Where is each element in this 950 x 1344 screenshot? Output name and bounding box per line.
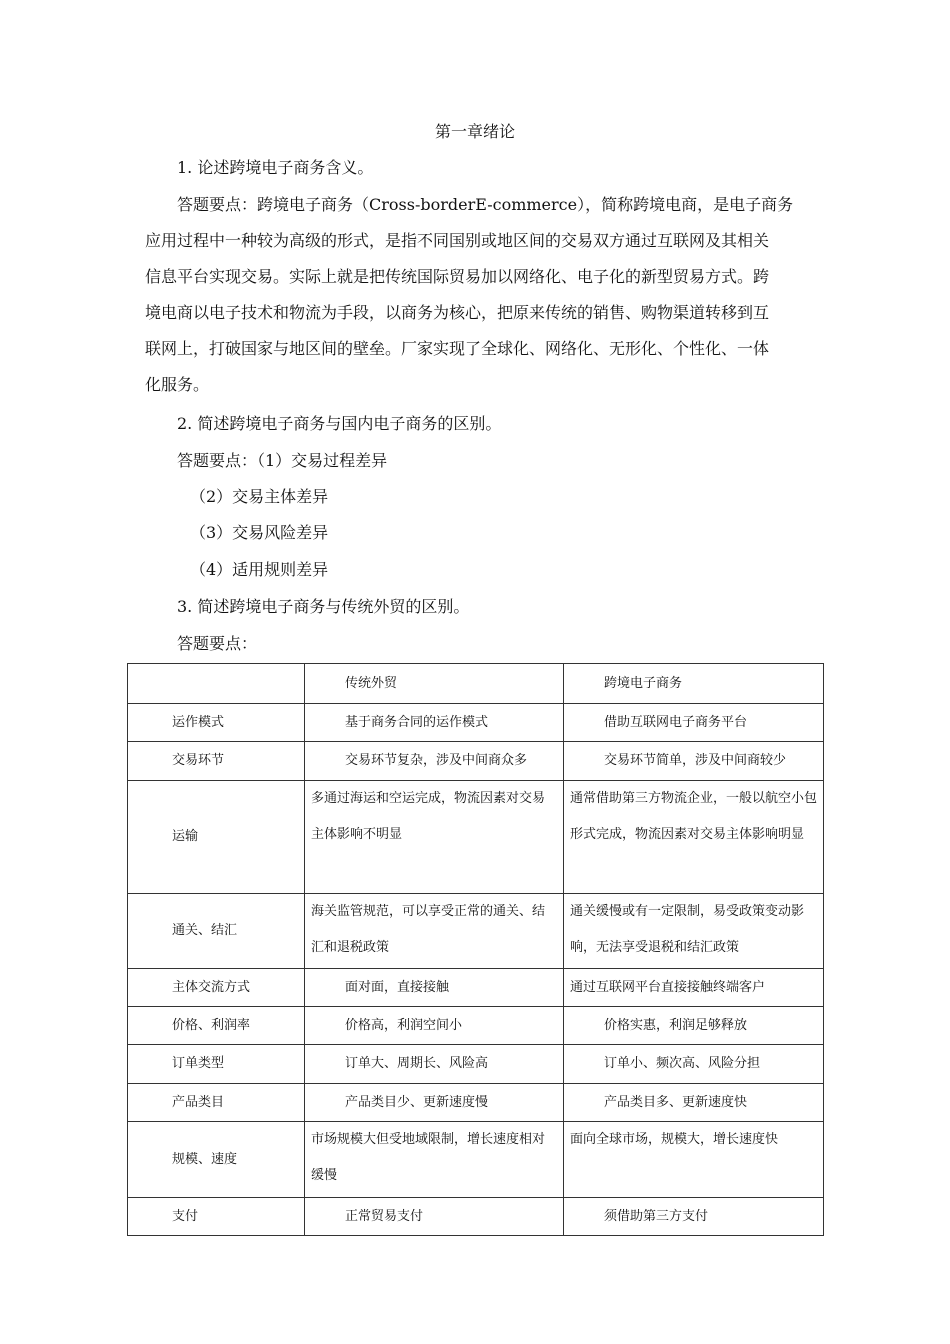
table-cell: 正常贸易支付 bbox=[305, 1198, 564, 1236]
answer-2-intro: 答题要点：（1）交易过程差异 bbox=[177, 451, 388, 470]
answer-1-line: 联网上，打破国家与地区间的壁垒。厂家实现了全球化、网络化、无形化、个性化、一体 bbox=[145, 339, 770, 358]
table-cell: 通过互联网平台直接接触终端客户 bbox=[564, 969, 824, 1007]
table-row bbox=[128, 1198, 824, 1236]
table-cell: 多通过海运和空运完成，物流因素对交易主体影响不明显 bbox=[305, 781, 564, 894]
comparison-table bbox=[127, 663, 824, 1236]
answer-2-point: （4）适用规则差异 bbox=[190, 560, 329, 579]
table-row bbox=[128, 1122, 824, 1198]
table-header-cell bbox=[128, 664, 305, 704]
question-2: 2. 简述跨境电子商务与国内电子商务的区别。 bbox=[177, 414, 502, 433]
table-cell: 通关、结汇 bbox=[128, 894, 305, 969]
table-cell: 运作模式 bbox=[128, 704, 305, 742]
table-cell: 价格高，利润空间小 bbox=[305, 1007, 564, 1045]
table-cell: 交易环节简单，涉及中间商较少 bbox=[564, 742, 824, 781]
table-row bbox=[128, 1045, 824, 1084]
answer-3-intro: 答题要点： bbox=[177, 634, 258, 653]
table-header-row bbox=[128, 664, 824, 704]
table-row bbox=[128, 1084, 824, 1122]
table-row bbox=[128, 704, 824, 742]
table-cell: 支付 bbox=[128, 1198, 305, 1236]
table-cell: 市场规模大但受地域限制，增长速度相对缓慢 bbox=[305, 1122, 564, 1198]
table-row bbox=[128, 969, 824, 1007]
answer-1-line: 化服务。 bbox=[145, 375, 210, 394]
table-cell: 订单大、周期长、风险高 bbox=[305, 1045, 564, 1084]
question-3: 3. 简述跨境电子商务与传统外贸的区别。 bbox=[177, 597, 470, 616]
table-header-cell: 传统外贸 bbox=[305, 664, 564, 704]
answer-2-point: （3）交易风险差异 bbox=[190, 523, 329, 542]
table-cell: 主体交流方式 bbox=[128, 969, 305, 1007]
table-cell: 面向全球市场，规模大，增长速度快 bbox=[564, 1122, 824, 1198]
table-cell: 规模、速度 bbox=[128, 1122, 305, 1198]
table-cell: 产品类目多、更新速度快 bbox=[564, 1084, 824, 1122]
table-cell: 订单小、频次高、风险分担 bbox=[564, 1045, 824, 1084]
table-cell: 运输 bbox=[128, 781, 305, 894]
answer-2-point: （2）交易主体差异 bbox=[190, 487, 329, 506]
answer-1-line: 信息平台实现交易。实际上就是把传统国际贸易加以网络化、电子化的新型贸易方式。跨 bbox=[145, 267, 770, 286]
table-header-cell: 跨境电子商务 bbox=[564, 664, 824, 704]
table-row bbox=[128, 1007, 824, 1045]
table-row bbox=[128, 742, 824, 781]
table-cell: 借助互联网电子商务平台 bbox=[564, 704, 824, 742]
table-cell: 产品类目少、更新速度慢 bbox=[305, 1084, 564, 1122]
table-cell: 订单类型 bbox=[128, 1045, 305, 1084]
table-row bbox=[128, 781, 824, 894]
question-1: 1. 论述跨境电子商务含义。 bbox=[177, 158, 374, 177]
table-cell: 交易环节 bbox=[128, 742, 305, 781]
table-cell: 须借助第三方支付 bbox=[564, 1198, 824, 1236]
table-cell: 价格实惠，利润足够释放 bbox=[564, 1007, 824, 1045]
answer-1-line: 境电商以电子技术和物流为手段，以商务为核心，把原来传统的销售、购物渠道转移到互 bbox=[145, 303, 770, 322]
table-cell: 产品类目 bbox=[128, 1084, 305, 1122]
table-cell: 海关监管规范，可以享受正常的通关、结汇和退税政策 bbox=[305, 894, 564, 969]
chapter-title: 第一章绪论 bbox=[434, 122, 515, 141]
table-cell: 面对面，直接接触 bbox=[305, 969, 564, 1007]
table-row bbox=[128, 894, 824, 969]
table-cell: 交易环节复杂，涉及中间商众多 bbox=[305, 742, 564, 781]
table-cell: 通关缓慢或有一定限制，易受政策变动影响，无法享受退税和结汇政策 bbox=[564, 894, 824, 969]
table-cell: 基于商务合同的运作模式 bbox=[305, 704, 564, 742]
answer-1-line: 答题要点：跨境电子商务（Cross-borderE-commerce），简称跨境电商，是电子商务 bbox=[177, 195, 794, 214]
table-cell: 价格、利润率 bbox=[128, 1007, 305, 1045]
answer-1-line: 应用过程中一种较为高级的形式，是指不同国别或地区间的交易双方通过互联网及其相关 bbox=[145, 231, 770, 250]
table-cell: 通常借助第三方物流企业，一般以航空小包形式完成，物流因素对交易主体影响明显 bbox=[564, 781, 824, 894]
